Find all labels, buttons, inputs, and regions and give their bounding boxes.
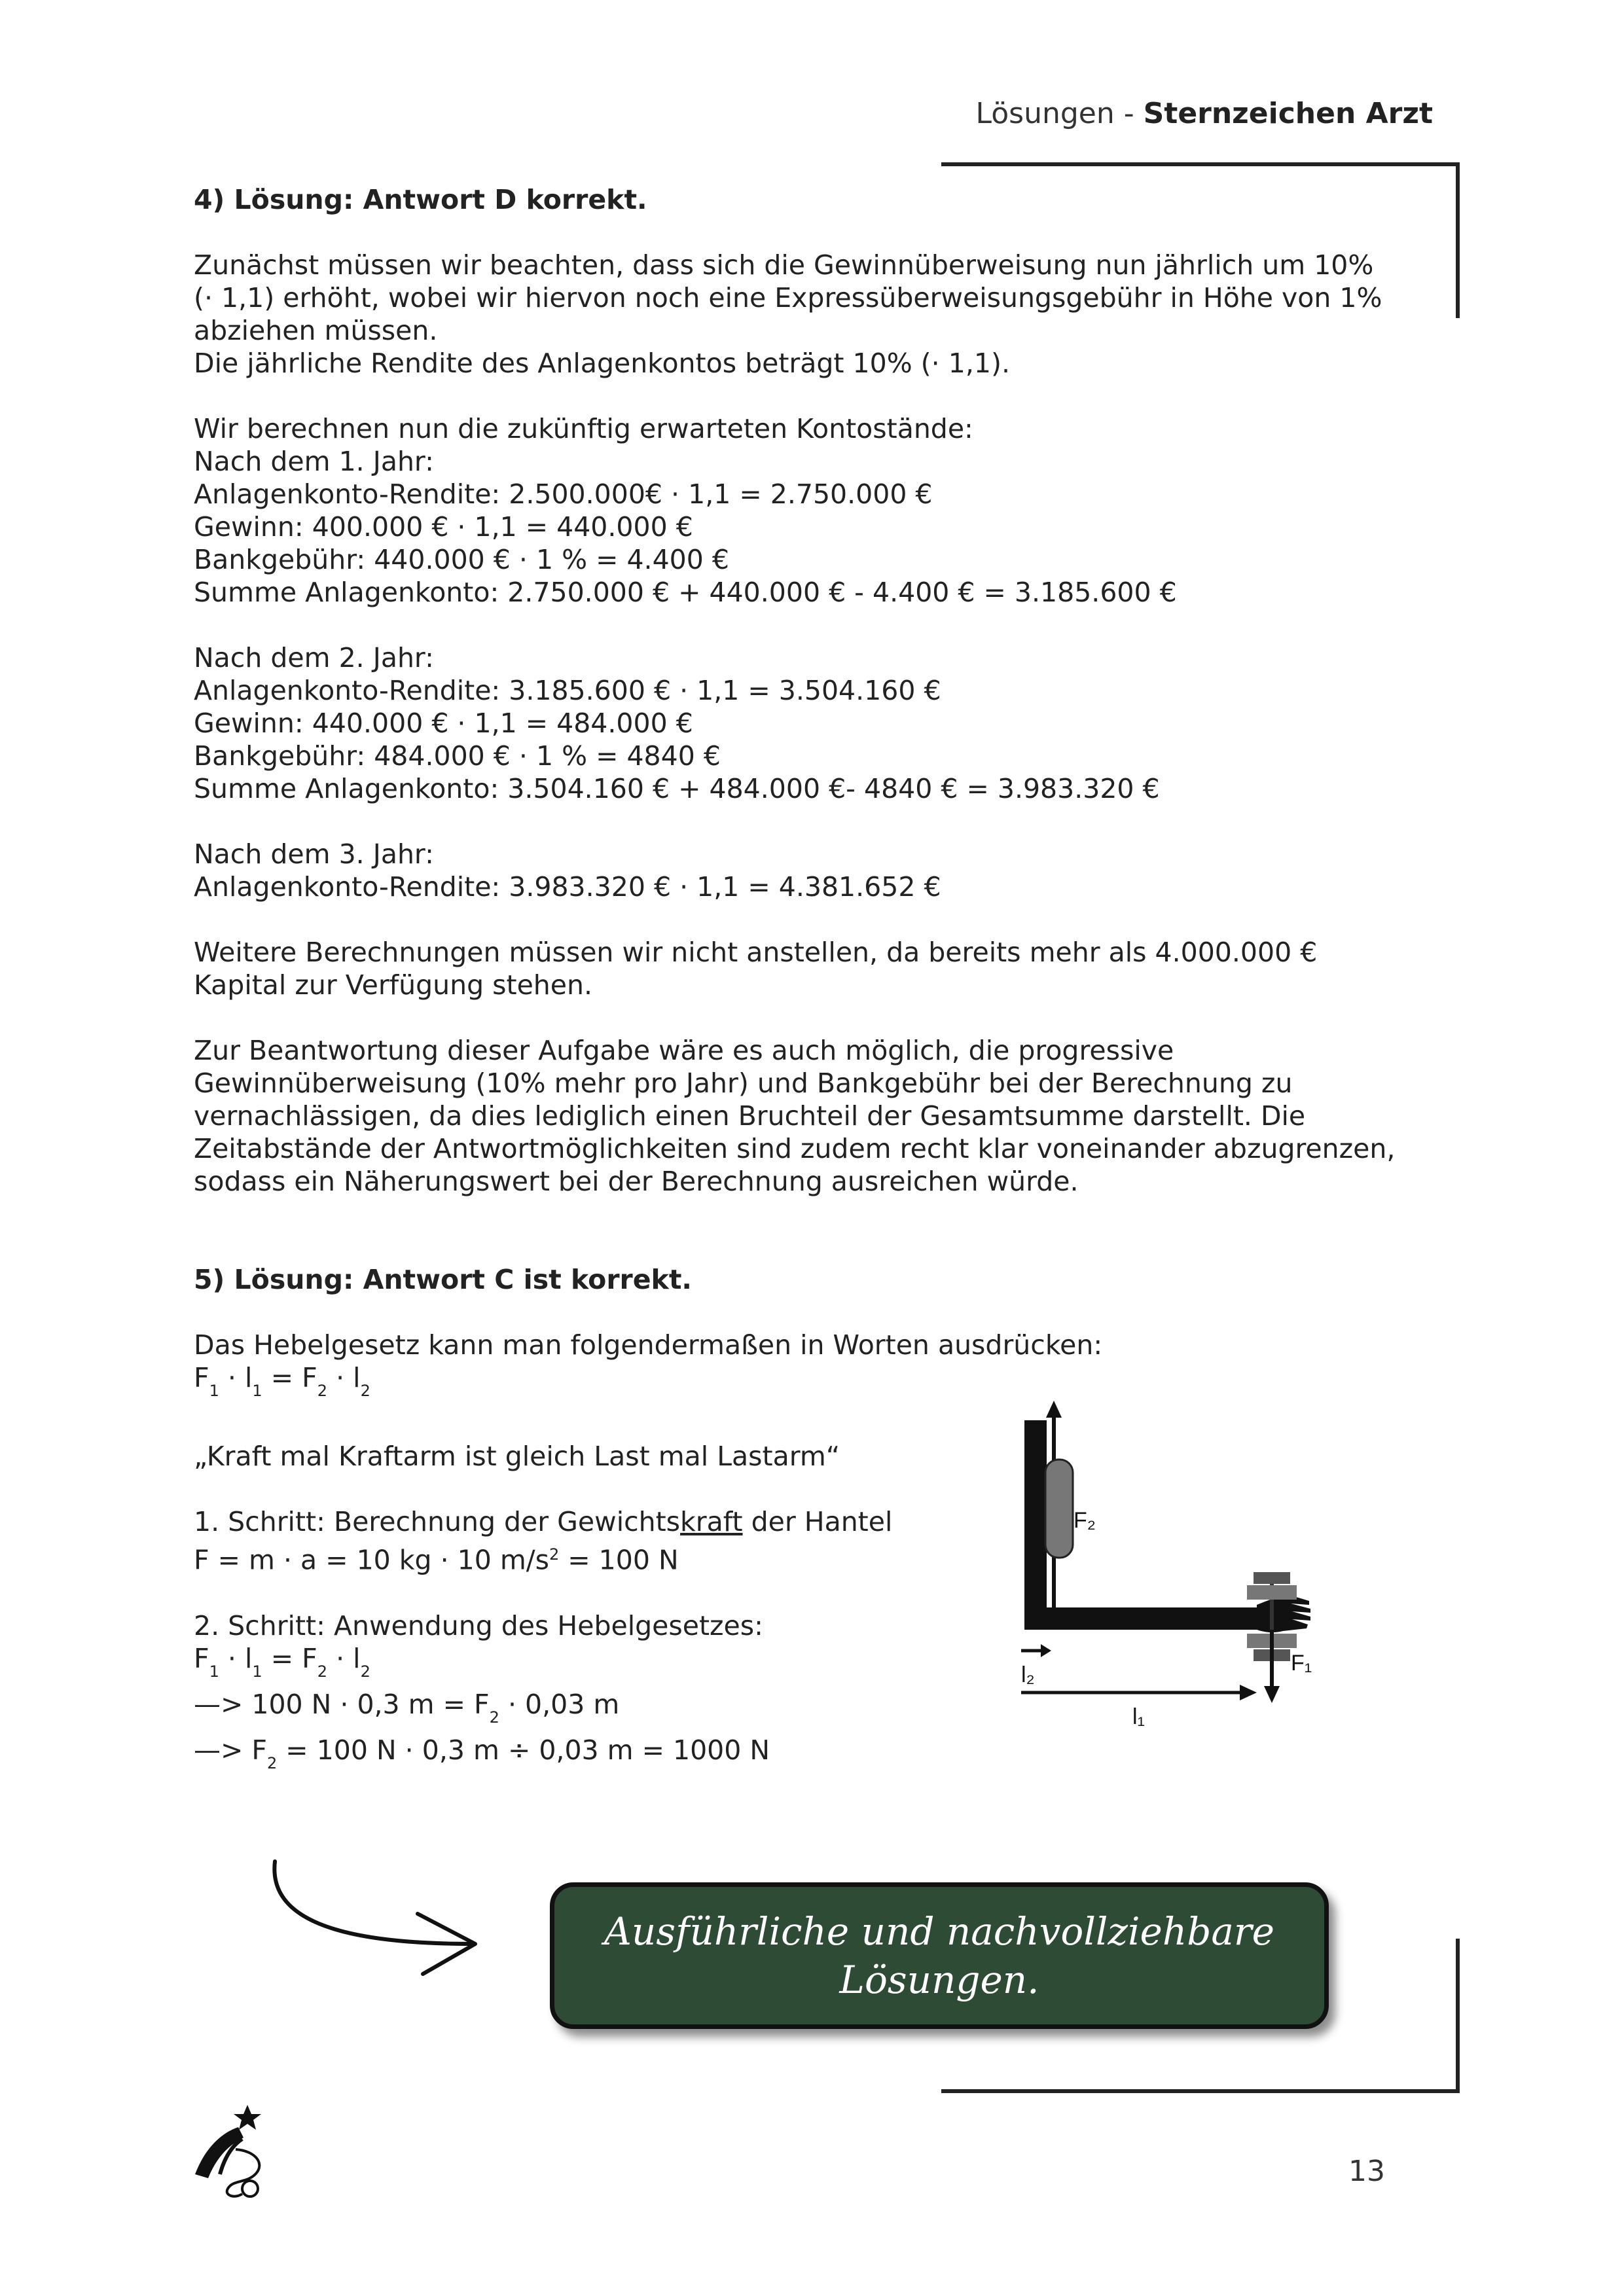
q4-year3-line: Nach dem 3. Jahr:	[194, 838, 434, 870]
curved-arrow-icon	[262, 1846, 497, 1977]
q4-year1-line: Nach dem 1. Jahr:	[194, 446, 434, 477]
q4-year2-line: Gewinn: 440.000 € · 1,1 = 484.000 €	[194, 708, 693, 739]
step1-label: 1. Schritt: Berechnung der Gewichtskraft der Hantel	[194, 1506, 893, 1537]
q4-note-line: sodass ein Näherungswert bei der Berechnung ausreichen würde.	[194, 1166, 1079, 1197]
l1-arrow	[1021, 1685, 1257, 1700]
q4-heading: 4) Lösung: Antwort D korrekt.	[194, 184, 647, 215]
step2-label: 2. Schritt: Anwendung des Hebelgesetzes:	[194, 1609, 763, 1641]
q4-year2-line: Bankgebühr: 484.000 € · 1 % = 4840 €	[194, 740, 721, 772]
upper-arm	[1024, 1420, 1047, 1630]
step2-line2: —> 100 N · 0,3 $m = F_2 \cdot 0,03$ m	[194, 1688, 620, 1727]
running-header	[976, 97, 1434, 130]
q4-intro-line: abziehen müssen.	[194, 315, 438, 346]
q4-year1-line: Bankgebühr: 440.000 € · 1 % = 4.400 €	[194, 544, 729, 575]
q4-year1-line: Anlagenkonto-Rendite: 2.500.000€ · 1,1 = 2.750.000 €	[194, 478, 933, 510]
callout-box	[550, 1882, 1329, 2029]
q4-note-line: Zeitabstände der Antwortmöglichkeiten sind zudem recht klar voneinander abzugrenzen,	[194, 1133, 1396, 1164]
step2-formula: $F_1 \cdot l_1 = F_2 \cdot l_2$	[194, 1642, 370, 1681]
lever-diagram	[1008, 1401, 1362, 1741]
frame-top-horizontal	[941, 162, 1460, 166]
biceps-muscle	[1045, 1460, 1073, 1558]
q5-heading: 5) Lösung: Antwort C ist korrekt.	[194, 1264, 693, 1295]
header-prefix: Lösungen -	[975, 97, 1144, 130]
f2-label: F₂	[1074, 1508, 1096, 1533]
q4-year2-line: Nach dem 2. Jahr:	[194, 642, 434, 673]
callout-line2: Lösungen.	[839, 1958, 1039, 2002]
frame-bottom-vertical	[1456, 1939, 1460, 2093]
l2-label: l₂	[1021, 1662, 1035, 1687]
q4-note-line: Zur Beantwortung dieser Aufgabe wäre es auch möglich, die progressive	[194, 1035, 1174, 1066]
header-title: Sternzeichen Arzt	[1143, 97, 1433, 130]
page-number: 13	[1348, 2155, 1385, 2188]
frame-top-vertical	[1456, 162, 1460, 318]
q4-year1-line: Gewinn: 400.000 € · 1,1 = 440.000 €	[194, 511, 693, 543]
frame-bottom-horizontal	[941, 2089, 1460, 2093]
q4-note-line: Gewinnüberweisung (10% mehr pro Jahr) und Bankgebühr bei der Berechnung zu	[194, 1067, 1293, 1099]
star-stethoscope-logo-icon	[190, 2101, 275, 2199]
callout-line1: Ausführliche und nachvollziehbare	[604, 1909, 1274, 1954]
lever-quote: „Kraft mal Kraftarm ist gleich Last mal Lastarm“	[194, 1441, 840, 1472]
step1-formula: F = m · a = 10 kg · 10 $m/s^2 = 100$ N	[194, 1544, 679, 1576]
q4-note-line: vernachlässigen, da dies lediglich einen Bruchteil der Gesamtsumme darstellt. Die	[194, 1100, 1306, 1132]
lever-formula: $F_1 \cdot l_1 = F_2 \cdot l_2$	[194, 1362, 370, 1400]
q4-intro-line: Zunächst müssen wir beachten, dass sich die Gewinnüberweisung nun jährlich um 10%	[194, 249, 1374, 281]
q5-intro: Das Hebelgesetz kann man folgendermaßen in Worten ausdrücken:	[194, 1329, 1103, 1361]
q4-conclusion-line: Weitere Berechnungen müssen wir nicht anstellen, da bereits mehr als 4.000.000 €	[194, 937, 1318, 968]
l1-label: l₁	[1132, 1704, 1146, 1729]
q4-intro-line: Die jährliche Rendite des Anlagenkontos beträgt 10% (· 1,1).	[194, 348, 1010, 379]
q4-year1-line: Summe Anlagenkonto: 2.750.000 € + 440.000 € - 4.400 € = 3.185.600 €	[194, 577, 1177, 608]
hand-icon	[1257, 1596, 1310, 1633]
q4-year1-line: Wir berechnen nun die zukünftig erwarteten Kontostände:	[194, 413, 973, 444]
l2-arrow	[1021, 1644, 1051, 1657]
q4-year2-line: Summe Anlagenkonto: 3.504.160 € + 484.000 €- 4840 € = 3.983.320 €	[194, 773, 1160, 804]
step2-line3: —> $F_2 = 100$ N · 0,3 m ÷ 0,03 m = 1000 N	[194, 1734, 770, 1772]
forearm	[1024, 1607, 1260, 1630]
f1-label: F₁	[1291, 1651, 1312, 1676]
q4-conclusion-line: Kapital zur Verfügung stehen.	[194, 969, 593, 1001]
q4-intro-line: (· 1,1) erhöht, wobei wir hiervon noch eine Expressüberweisungsgebühr in Höhe von 1%	[194, 282, 1382, 314]
q4-year2-line: Anlagenkonto-Rendite: 3.185.600 € · 1,1 = 3.504.160 €	[194, 675, 941, 706]
q4-year3-line: Anlagenkonto-Rendite: 3.983.320 € · 1,1 = 4.381.652 €	[194, 871, 941, 903]
